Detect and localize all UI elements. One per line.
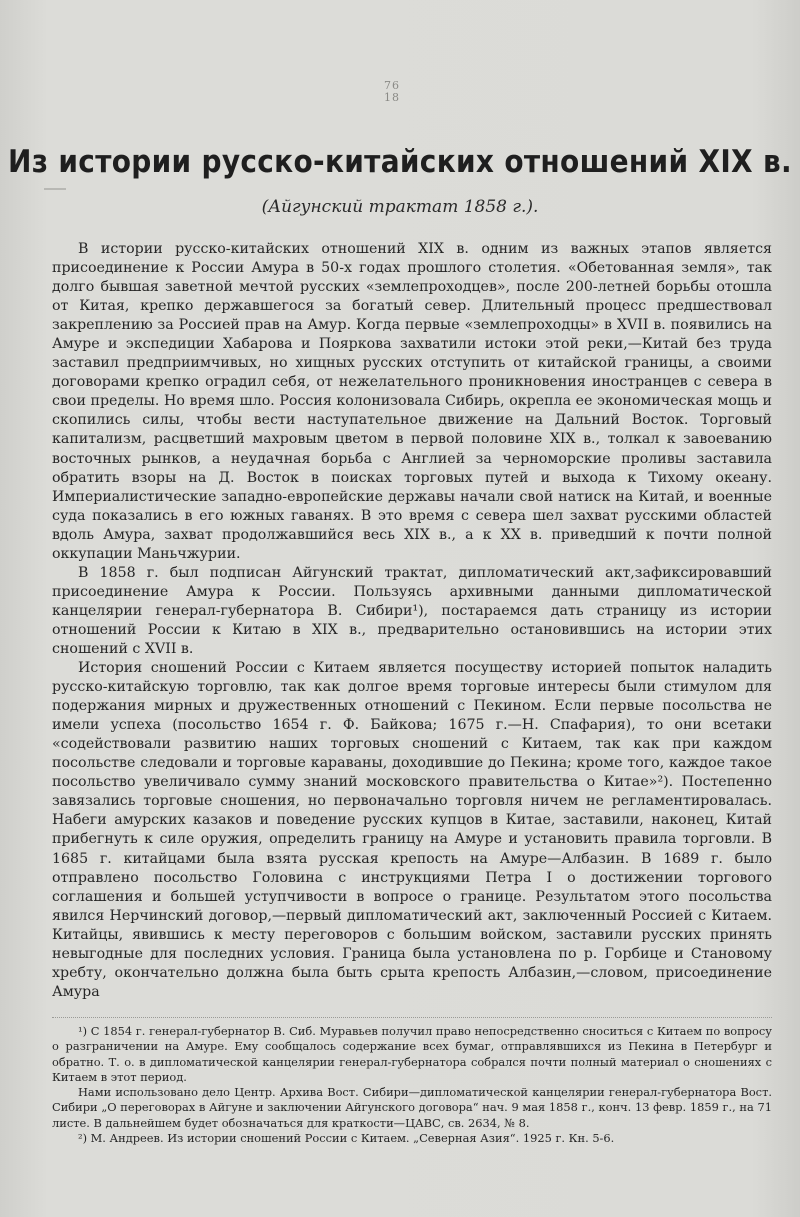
- article-title: Из истории русско-китайских отношений XIX в.: [8, 143, 792, 180]
- page-number-marks: [384, 80, 400, 104]
- paragraph-3: История сношений России с Китаем является посуществу историей попыток наладить русско-китайскую торговлю, так как долгое время торговые интересы были стимулом для подержания мирных и дружественных отношений с Пекином. Если первые посольства не имели успеха (посольство 1654 г. Ф. Байкова; 1675 г.—Н. Спафария), то они всетаки «содействовали развитию наших торговых сношений с Китаем, так как при каждом посольстве следовали и торговые караваны, доходившие до Пекина; кроме того, каждое такое посольство увеличивало сумму знаний московского правительства о Китае»²). Постепенно завязались торговые сношения, но первоначально торговля ничем не регламентировалась. Набеги амурских казаков и поведение русских купцов в Китае, заставили, наконец, Китай прибегнуть к силе оружия, определить границу на Амуре и установить правила торговли. В 1685 г. китайцами была взята русская крепость на Амуре—Албазин. В 1689 г. было отправлено посольство Головина с инструкциями Петра I о достижении торгового соглашения и большей уступчивости в вопросе о границе. Результатом этого посольства явился Нерчинский договор,—первый дипломатический акт, заключенный Россией с Китаем. Китайцы, явившись к месту переговоров с большим войском, заставили русских принять невыгодные для последних условия. Граница была установлена по р. Горбице и Становому хребту, окончательно должна была быть срыта крепость Албазин,—словом, присоединение Амура: [52, 660, 772, 1000]
- footnote-1: ¹) С 1854 г. генерал-губернатор В. Сиб. Муравьев получил право непосредственно сноситься с Китаем по вопросу о разграничении на Амуре. Ему сообщалось содержание всех бумаг, отправлявшихся из Пекина в Петербург и обратно. Т. о. в дипломатической канцелярии генерал-губернатора собрался почти полный материал о сношениях с Китаем в этот период.: [52, 1024, 772, 1084]
- footnote-divider: [52, 1017, 772, 1019]
- article-body: [52, 240, 772, 1002]
- page-mark-secondary: 18: [384, 91, 400, 104]
- footnote-2: ²) М. Андреев. Из истории сношений России с Китаем. „Северная Азия“. 1925 г. Кн. 5-6.: [78, 1131, 615, 1146]
- page-mark-primary: 76: [384, 79, 400, 92]
- article-subtitle: (Айгунский трактат 1858 г.).: [261, 197, 539, 217]
- paragraph-1: В истории русско-китайских отношений XIX в. одним из важных этапов является присоединение к России Амура в 50-х годах прошлого столетия. «Обетованная земля», так долго бывшая заветной мечтой русских «землепроходцев», после 200-летней борьбы отошла от Китая, крепко державшегося за богатый север. Длительный процесс предшествовал закреплению за Россией прав на Амур. Когда первые «землепроходцы» в XVII в. появились на Амуре и экспедиции Хабарова и Пояркова захватили истоки этой реки,—Китай без труда заставил предприимчивых, но хищных русских отступить от китайской границы, а своими договорами крепко оградил себя, от нежелательного проникновения иностранцев с севера в свои пределы. Но время шло. Россия колонизовала Сибирь, окрепла ее экономическая мощь и скопились силы, чтобы вести наступательное движение на Дальний Восток. Торговый капитализм, расцветший махровым цветом в первой половине XIX в., толкал к завоеванию восточных рынков, а неудачная борьба с Англией за черноморские проливы заставила обратить взоры на Д. Восток в поисках торговых путей и выхода к Тихому океану. Империалистические западно-европейские державы начали свой натиск на Китай, и военные суда показались в его южных гаванях. В это время с севера шел захват русскими областей вдоль Амура, захват продолжавшийся весь XIX в., а к XX в. приведший к почти полной оккупации Маньчжурии.: [52, 241, 772, 562]
- paragraph-2: В 1858 г. был подписан Айгунский трактат, дипломатический акт,зафиксировавший присоединение Амура к России. Пользуясь архивными данными дипломатической канцелярии генерал-губернатора В. Сибири¹), постараемся дать страницу из истории отношений России к Китаю в XIX в., предварительно остановившись на истории этих сношений с XVII в.: [52, 564, 772, 657]
- footnotes: [52, 1024, 772, 1146]
- scan-artifact: [44, 188, 66, 190]
- footnote-1-continued: Нами использовано дело Центр. Архива Вост. Сибири—дипломатической канцелярии генерал-губернатора Вост. Сибири „О переговорах в Айгуне и заключении Айгунского договора“ нач. 9 мая 1858 г., конч. 13 февр. 1859 г., на 71 листе. В дальнейшем будет обозначаться для краткости—ЦАВС, св. 2634, № 8.: [52, 1085, 772, 1130]
